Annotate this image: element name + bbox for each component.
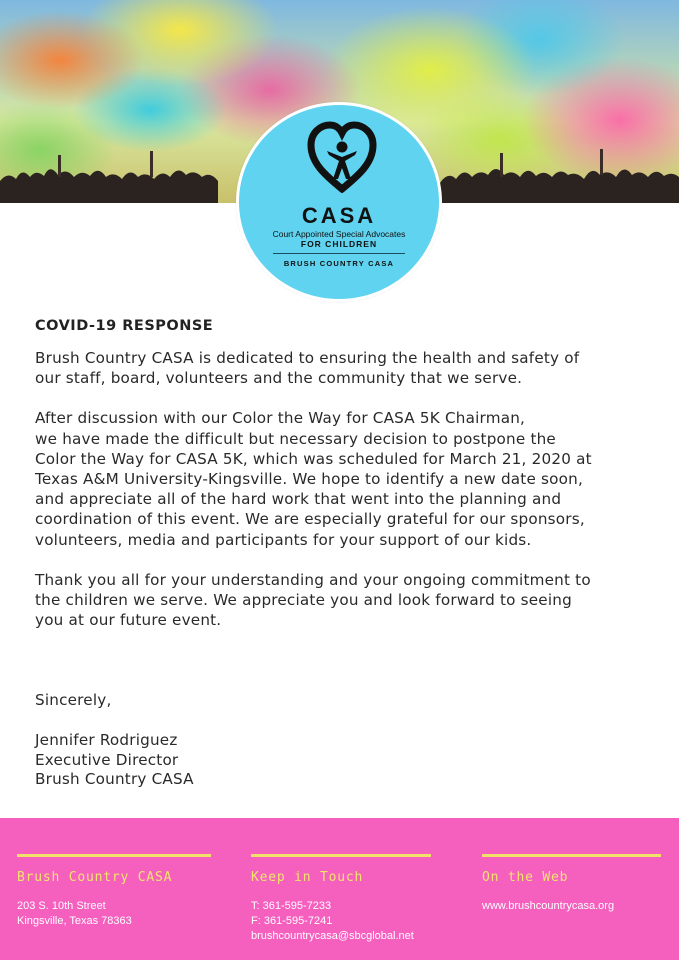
footer-org-column	[17, 854, 211, 929]
footer-web-column	[482, 854, 661, 914]
logo-divider	[273, 253, 405, 254]
footer-website-link[interactable]: www.brushcountrycasa.org	[482, 900, 615, 912]
letter-closing: Sincerely,	[35, 691, 112, 709]
letter-paragraph: Thank you all for your understanding and your ongoing commitment to the children we serve. We appreciate you and look forward to seeing you at our future event.	[35, 570, 591, 630]
footer-email-link[interactable]: brushcountrycasa@sbcglobal.net	[251, 930, 414, 942]
casa-logo	[236, 102, 442, 302]
signer-title: Executive Director	[35, 750, 179, 769]
heart-person-icon	[307, 121, 377, 193]
letter-paragraph: After discussion with our Color the Way for CASA 5K Chairman, we have made the difficult but necessary decision to postpone the Color the Way for CASA 5K, which was scheduled for March 21, 2020 at Texas A&M University-Kingsville. We hope to identify a new date soon, and appreciate all of the hard work that went into the planning and coordination of this event. We are especially grateful for our sponsors, volunteers, media and participants for your support of our kids.	[35, 409, 592, 549]
footer-divider	[17, 854, 211, 857]
footer-web-title: On the Web	[482, 870, 569, 885]
signer-name: Jennifer Rodriguez	[35, 731, 178, 749]
letter-body	[35, 318, 645, 650]
footer-org-title: Brush Country CASA	[17, 870, 173, 885]
casa-branch-name: BRUSH COUNTRY CASA	[283, 259, 395, 268]
footer	[0, 818, 679, 960]
casa-wordmark: CASA	[301, 203, 377, 228]
footer-contact-title: Keep in Touch	[251, 870, 364, 885]
casa-tagline-children: FOR CHILDREN	[300, 239, 378, 249]
casa-tagline: Court Appointed Special Advocates	[272, 229, 406, 239]
signer-organization: Brush Country CASA	[35, 770, 194, 788]
letter-paragraph: Brush Country CASA is dedicated to ensuring the health and safety of our staff, board, volunteers and the community that we serve.	[35, 349, 580, 388]
footer-phone[interactable]: T: 361-595-7233	[251, 900, 332, 912]
footer-divider	[482, 854, 661, 857]
footer-address-line: 203 S. 10th Street	[17, 900, 106, 912]
letter-heading: COVID-19 RESPONSE	[35, 318, 214, 334]
footer-address-line: Kingsville, Texas 78363	[17, 915, 132, 927]
footer-contact-column	[251, 854, 431, 944]
footer-fax: F: 361-595-7241	[251, 915, 333, 927]
signature-block	[35, 731, 194, 790]
footer-divider	[251, 854, 431, 857]
